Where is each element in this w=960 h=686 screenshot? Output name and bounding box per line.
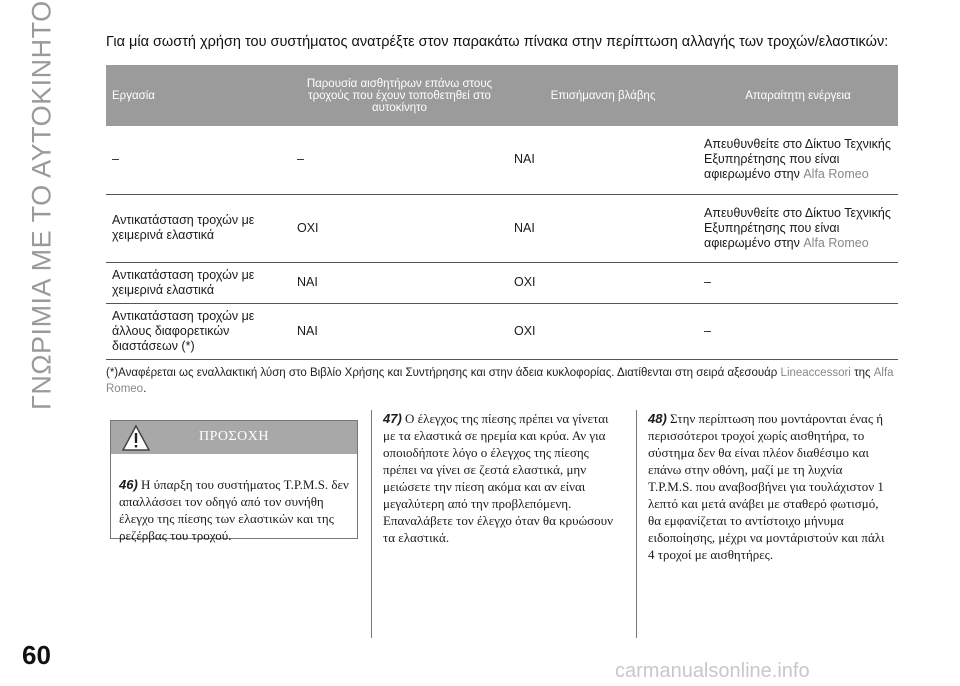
- cell-fault: ΟΧΙ: [508, 262, 698, 303]
- cell-task: Αντικατάσταση τροχών με χειμερινά ελαστικά: [106, 262, 291, 303]
- header-sensors: Παρουσία αισθητήρων επάνω στους τροχούς που έχουν τοποθετηθεί στο αυτοκίνητο: [291, 65, 508, 126]
- cell-task: Αντικατάσταση τροχών με χειμερινά ελαστικά: [106, 194, 291, 262]
- intro-text: Για μία σωστή χρήση του συστήματος ανατρέξτε στον παρακάτω πίνακα στην περίπτωση αλλαγής των τροχών/ελαστικών:: [106, 34, 889, 50]
- header-fault: Επισήμανση βλάβης: [508, 65, 698, 126]
- brand-name: Alfa Romeo: [803, 235, 869, 250]
- cell-action: –: [698, 262, 898, 303]
- accessory-name: Lineaccessori: [780, 367, 851, 379]
- table-row: [106, 126, 898, 194]
- brand-name: Alfa Romeo: [106, 367, 894, 395]
- cell-fault: ΟΧΙ: [508, 303, 698, 359]
- brand-name: Alfa Romeo: [803, 167, 869, 182]
- cell-fault: ΝΑΙ: [508, 194, 698, 262]
- cell-task: –: [106, 126, 291, 194]
- table-row: [106, 303, 898, 359]
- cell-action: –: [698, 303, 898, 359]
- column-divider: [636, 410, 637, 638]
- warning-box: [110, 420, 358, 543]
- cell-sensors: ΝΑΙ: [291, 303, 508, 359]
- cell-task: Αντικατάσταση τροχών με άλλους διαφορετικών διαστάσεων (*): [106, 303, 291, 359]
- note-48: 48) Στην περίπτωση που μοντάρονται ένας ή περισσότεροι τροχοί χωρίς αισθητήρα, το σύστημα δεν θα είναι πλέον διαθέσιμο και επάνω στην οθόνη, μαζί με τη λυχνία T.P.M.S. που αναβοσβήνει για τουλάχιστον 1 λεπτό και μετά ανάβει με σταθερό φωτισμό, θα εμφανίζεται το αντίστοιχο μήνυμα ειδοποίησης, μέχρι να μοντάριστούν και πάλι 4 τροχοί με αισθητήρες.: [648, 411, 885, 562]
- cell-sensors: ΟΧΙ: [291, 194, 508, 262]
- cell-sensors: –: [291, 126, 508, 194]
- page-number: 60: [22, 640, 51, 670]
- tire-change-table: [106, 65, 898, 360]
- warning-title: ΠΡΟΣΟΧΗ: [199, 429, 269, 444]
- note-47: 47) Ο έλεγχος της πίεσης πρέπει να γίνεται με τα ελαστικά σε ηρεμία και κρύα. Αν για οποιοδήποτε λόγο ο έλεγχος της πίεσης πρέπει να γίνει σε ζεστά ελαστικά, μην μειώσετε την πίεση ακόμα και αν είναι μεγαλύτερη από την προβλεπόμενη. Επαναλάβετε τον έλεγχο όταν θα κρυώσουν τα ελαστικά.: [383, 411, 613, 545]
- watermark: carmanualsonline.info: [615, 660, 810, 682]
- table-header-row: [106, 65, 898, 126]
- cell-fault: ΝΑΙ: [508, 126, 698, 194]
- section-title-vertical: ΓΝΩΡΙΜΙΑ ΜΕ ΤΟ ΑΥΤΟΚΙΝΗΤΟ: [26, 0, 57, 410]
- table-footnote: (*)Αναφέρεται ως εναλλακτική λύση στο Βιβλίο Χρήσης και Συντήρησης και στην άδεια κυκλοφορίας. Διατίθενται στη σειρά αξεσουάρ Lineaccessori της Alfa Romeo.: [106, 367, 894, 395]
- note-46: 46) Η ύπαρξη του συστήματος T.P.M.S. δεν απαλλάσσει τον οδηγό από τον συνήθη έλεγχο της πίεσης των ελαστικών και της ρεζέρβας του τροχού.: [119, 477, 349, 543]
- table-row: [106, 194, 898, 262]
- cell-action: Απευθυνθείτε στο Δίκτυο Τεχνικής Εξυπηρέτησης που είναι αφιερωμένο στην Alfa Romeo: [698, 194, 898, 262]
- warning-header: [111, 421, 357, 454]
- cell-action: Απευθυνθείτε στο Δίκτυο Τεχνικής Εξυπηρέτησης που είναι αφιερωμένο στην Alfa Romeo: [698, 126, 898, 194]
- table-row: [106, 262, 898, 303]
- header-action: Απαραίτητη ενέργεια: [698, 65, 898, 126]
- cell-sensors: ΝΑΙ: [291, 262, 508, 303]
- column-divider: [371, 410, 372, 638]
- header-task: Εργασία: [106, 65, 291, 126]
